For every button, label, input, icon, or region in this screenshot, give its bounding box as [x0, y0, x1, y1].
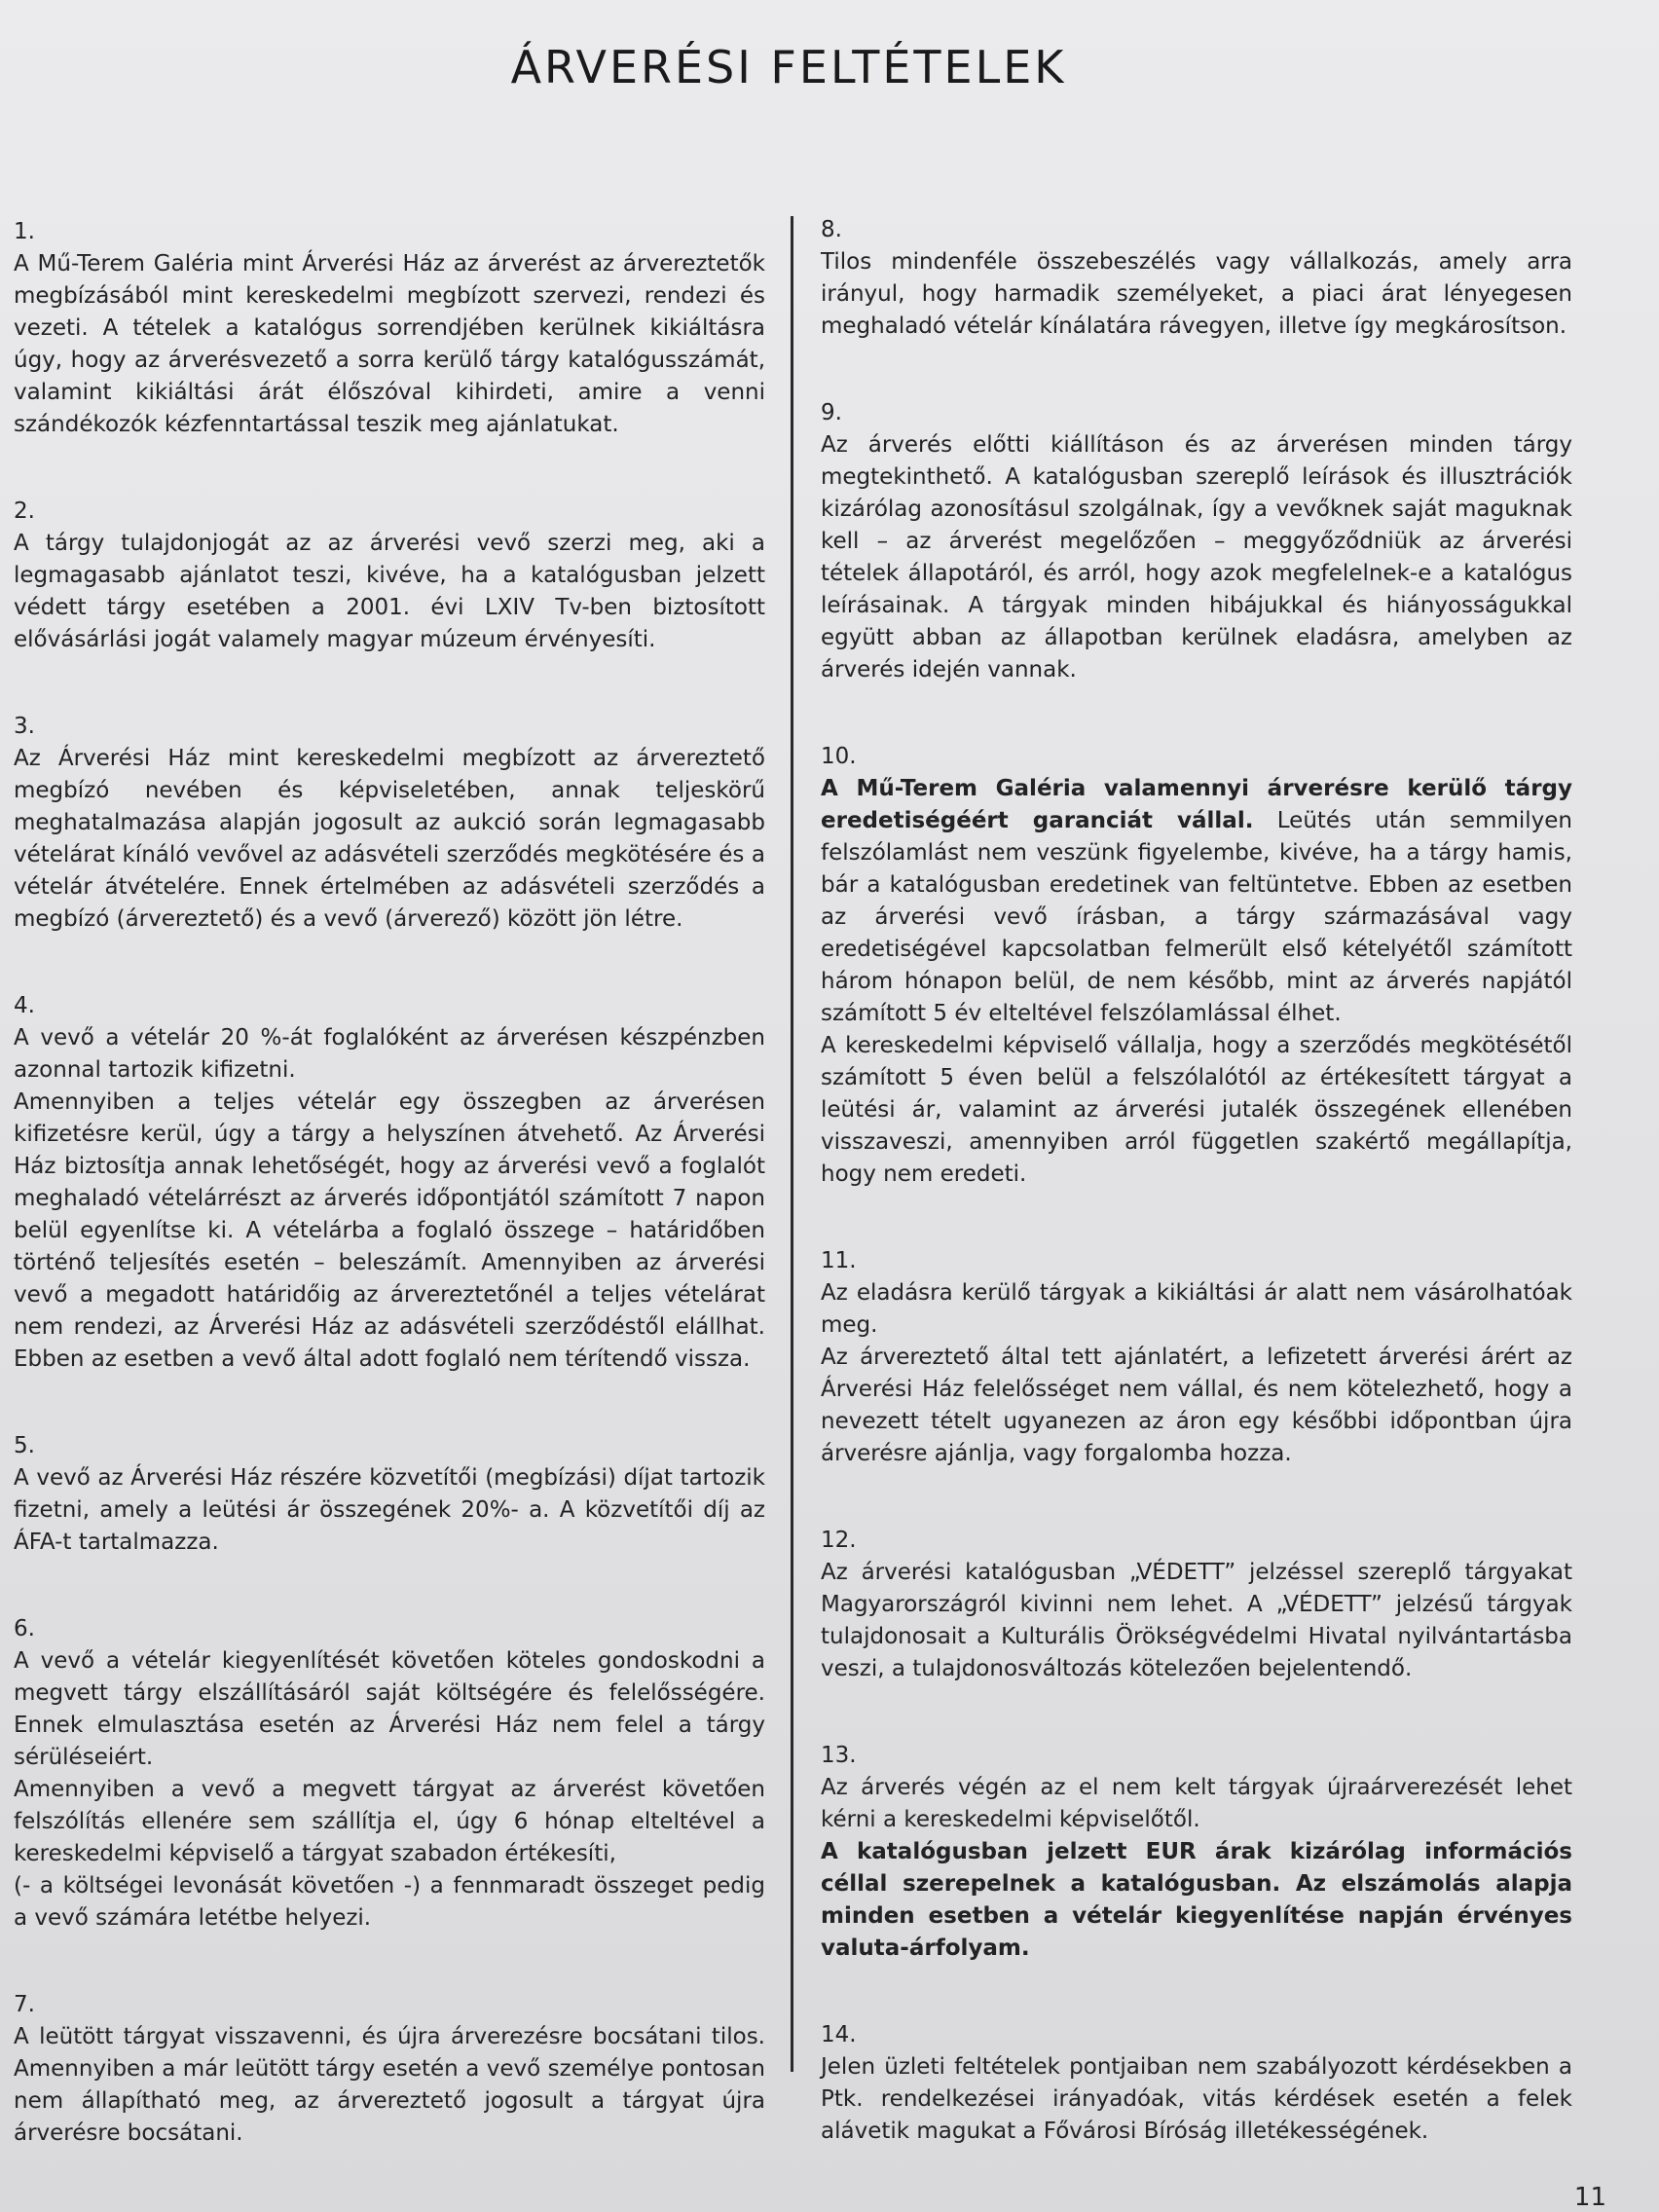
section-paragraph: A vevő a vételár kiegyenlítését követően köteles gondoskodni a megvett tárgy elszállításáról saját költségére és felelősségére. Ennek elmulasztása esetén az Árverési Ház nem felel a tárgy sérüléseiért. [14, 1648, 765, 1770]
section-paragraph: Amennyiben a teljes vételár egy összegben az árverésen kifizetésre kerül, úgy a tárgy a helyszínen átvehető. Az Árverési Ház biztosítja annak lehetőségét, hogy az árverési vevő a foglalót meghaladó vételárrészt az árverés időpontjától számított 7 napon belül egyenlítse ki. A vételárba a foglaló összege – határidőben történő teljesítés esetén – beleszámít. Amennyiben az árverési vevő a megadott határidőig az árvereztetőnél a teljes vételárat nem rendezi, az Árverési Ház az adásvételi szerződéstől elállhat. Ebben az esetben a vevő által adott foglaló nem térítendő vissza. [14, 1089, 765, 1372]
section-paragraph: A kereskedelmi képviselő vállalja, hogy a szerződés megkötésétől számított 5 éven belül a felszólalótól az értékesített tárgyat a leütési ár, valamint az árverési jutalék összegének ellenében visszaveszi, amennyiben arról független szakértő megállapítja, hogy nem eredeti. [821, 1033, 1572, 1187]
section-paragraph: Jelen üzleti feltételek pontjaiban nem szabályozott kérdésekben a Ptk. rendelkezései irányadóak, vitás kérdések esetén a felek alávetik magukat a Fővárosi Bíróság illetékességének. [821, 2054, 1572, 2144]
section-number: 10. [821, 744, 857, 769]
section-number: 14. [821, 2022, 857, 2047]
term-section [821, 1245, 1572, 1470]
term-section [14, 1430, 765, 1559]
section-number: 11. [821, 1248, 857, 1273]
section-paragraph: (- a költségei levonását követően -) a fennmaradt összeget pedig a vevő számára letétbe helyezi. [14, 1873, 765, 1931]
section-paragraph: A vevő a vételár 20 %-át foglalóként az árverésen készpénzben azonnal tartozik kifizetni. [14, 1025, 765, 1083]
section-number: 3. [14, 714, 35, 739]
section-paragraph: Tilos mindenféle összebeszélés vagy vállalkozás, amely arra irányul, hogy harmadik személyeket, a piaci árat lényegesen meghaladó vételár kínálatára rávegyen, illetve így megkárosítson. [821, 249, 1572, 339]
term-section [821, 741, 1572, 1191]
term-section [821, 214, 1572, 343]
section-paragraph: Az árverés végén az el nem kelt tárgyak újraárverezését lehet kérni a kereskedelmi képviselőtől. [821, 1775, 1572, 1832]
term-section [14, 496, 765, 656]
section-number: 2. [14, 498, 35, 524]
left-column [14, 216, 765, 2204]
section-number: 12. [821, 1528, 857, 1553]
term-section [821, 1525, 1572, 1685]
section-number: 9. [821, 400, 842, 425]
section-number: 8. [821, 217, 842, 242]
section-paragraph: Az árverés előtti kiállításon és az árverésen minden tárgy megtekinthető. A katalógusban szereplő leírások és illusztrációk kizárólag azonosításul szolgálnak, így a vevőknek saját maguknak kell – az árverést megelőzően – meggyőződniük az árverési tételek állapotáról, és arról, hogy azok megfelelnek-e a katalógus leírásainak. A tárgyak minden hibájukkal és hiányosságukkal együtt abban az állapotban kerülnek eladásra, amelyben az árverés idején vannak. [821, 432, 1572, 682]
section-paragraph: Az Árverési Ház mint kereskedelmi megbízott az árvereztető megbízó nevében és képviseletében, annak teljeskörű meghatalmazása alapján jogosult az aukció során legmagasabb vételárat kínáló vevővel az adásvételi szerződés megkötésére és a vételár átvételére. Ennek értelmében az adásvételi szerződés a megbízó (árvereztető) és a vevő (árverező) között jön létre. [14, 746, 765, 932]
section-number: 7. [14, 1992, 35, 2017]
section-number: 1. [14, 219, 35, 244]
term-section [14, 216, 765, 441]
term-section [14, 990, 765, 1376]
section-paragraph: A leütött tárgyat visszavenni, és újra árverezésre bocsátani tilos. Amennyiben a már leütött tárgy esetén a vevő személye pontosan nem állapítható meg, az árvereztető jogosult a tárgyat újra árverésre bocsátani. [14, 2024, 765, 2146]
term-section [14, 711, 765, 936]
section-number: 13. [821, 1743, 857, 1768]
section-number: 5. [14, 1433, 35, 1458]
section-paragraph: A Mű-Terem Galéria mint Árverési Ház az árverést az árvereztetők megbízásából mint kereskedelmi megbízott szervezi, rendezi és vezeti. A tételek a katalógus sorrendjében kerülnek kikiáltásra úgy, hogy az árverésvezető a sorra kerülő tárgy katalógusszámát, valamint kikiáltási árát élőszóval kihirdeti, amire a venni szándékozók kézfenntartással teszik meg ajánlatukat. [14, 251, 765, 437]
term-section [821, 1740, 1572, 1965]
term-section [14, 1613, 765, 1935]
section-paragraph: Az árvereztető által tett ajánlatért, a lefizetett árverési árért az Árverési Ház felelősséget nem vállal, és nem kötelezhető, hogy a nevezett tételt ugyanezen az áron egy későbbi időpontban újra árverésre ajánlja, vagy forgalomba hozza. [821, 1345, 1572, 1466]
section-number: 6. [14, 1616, 35, 1641]
bold-lead-text: A Mű-Terem Galéria valamennyi árverésre kerülő tárgy eredetiségéért garanciát vállal. [821, 776, 1572, 833]
section-number: 4. [14, 993, 35, 1018]
section-paragraph: Az eladásra kerülő tárgyak a kikiáltási ár alatt nem vásárolhatóak meg. [821, 1280, 1572, 1338]
section-paragraph [821, 773, 1572, 1030]
term-section [821, 397, 1572, 686]
column-divider [791, 216, 793, 2072]
term-section [14, 1989, 765, 2150]
page-title: ÁRVERÉSI FELTÉTELEK [510, 41, 1067, 93]
section-paragraph: A tárgy tulajdonjogát az az árverési vevő szerzi meg, aki a legmagasabb ajánlatot teszi, kivéve, ha a katalógusban jelzett védett tárgy esetében a 2001. évi LXIV Tv-ben biztosított elővásárlási jogát valamely magyar múzeum érvényesíti. [14, 531, 765, 652]
paragraph-text: Leütés után semmilyen felszólamlást nem veszünk figyelembe, kivéve, ha a tárgy hamis, bár a katalógusban eredetinek van feltüntetve. Ebben az esetben az árverési vevő írásban, a tárgy származásával vagy eredetiségével kapcsolatban felmerült első kételyétől számított három hónapon belül, de nem később, mint az árverés napjától számított 5 év elteltével felszólamlással élhet. [821, 808, 1572, 1026]
term-section [821, 2019, 1572, 2148]
section-paragraph: A vevő az Árverési Ház részére közvetítői (megbízási) díjat tartozik fizetni, amely a leütési ár összegének 20%- a. A közvetítői díj az ÁFA-t tartalmazza. [14, 1465, 765, 1555]
section-paragraph [821, 1836, 1572, 1965]
page-number: 11 [1573, 2183, 1606, 2212]
bold-lead-text: A katalógusban jelzett EUR árak kizárólag információs céllal szerepelnek a katalógusban. Az elszámolás alapja minden esetben a vételár kiegyenlítése napján érvényes valuta-árfolyam. [821, 1839, 1572, 1961]
section-paragraph: Az árverési katalógusban „VÉDETT” jelzéssel szereplő tárgyakat Magyarországról kivinni nem lehet. A „VÉDETT” jelzésű tárgyak tulajdonosait a Kulturális Örökségvédelmi Hivatal nyilvántartásba veszi, a tulajdonosváltozás kötelezően bejelentendő. [821, 1560, 1572, 1681]
section-paragraph: Amennyiben a vevő a megvett tárgyat az árverést követően felszólítás ellenére sem szállítja el, úgy 6 hónap elteltével a kereskedelmi képviselő a tárgyat szabadon értékesíti, [14, 1777, 765, 1866]
right-column [821, 214, 1572, 2202]
